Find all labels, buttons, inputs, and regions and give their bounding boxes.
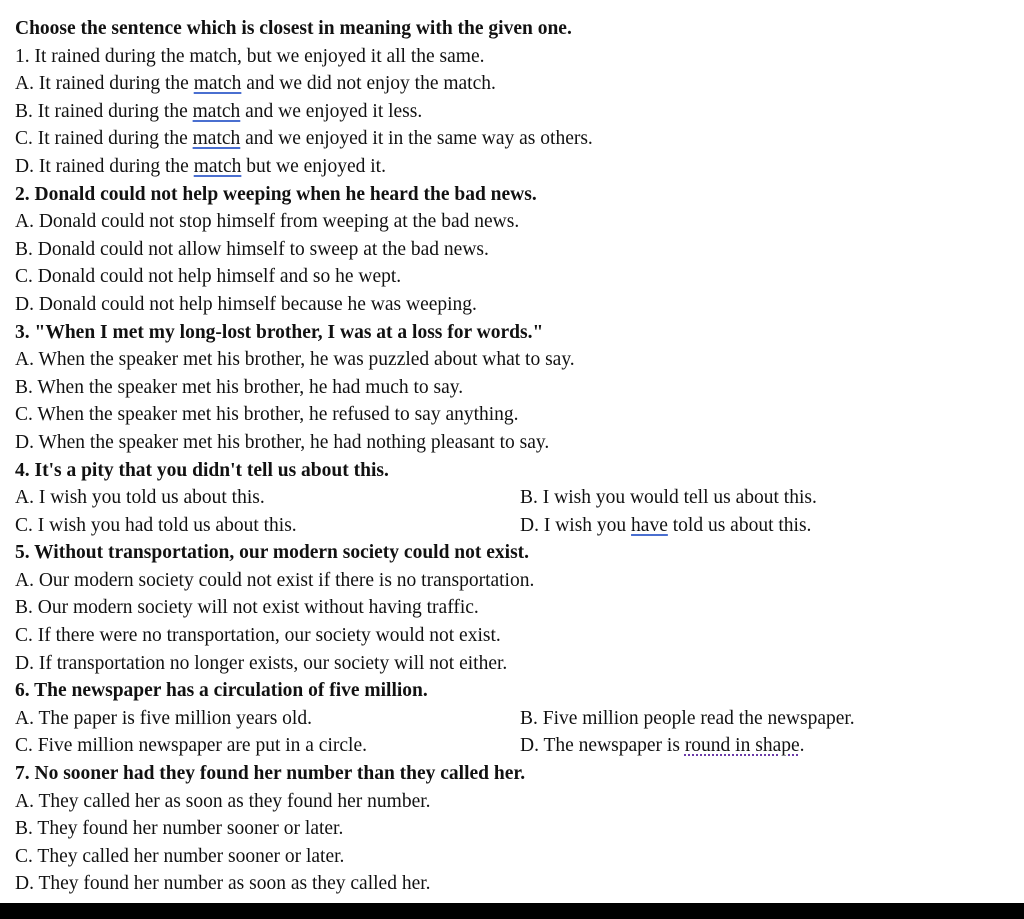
question-3-option-d: D. When the speaker met his brother, he had nothing pleasant to say.	[15, 431, 550, 453]
question-6-row-2	[15, 732, 1010, 760]
question-1-option-c: C. It rained during the match and we enjoyed it in the same way as others.	[15, 128, 593, 150]
grammar-mark: have	[631, 514, 668, 536]
bottom-bar	[0, 903, 1024, 919]
question-6-option-a: A. The paper is five million years old.	[15, 707, 312, 729]
question-7-option-d: D. They found her number as soon as they called her.	[15, 873, 431, 895]
question-7-option-a: A. They called her as soon as they found her number.	[15, 790, 431, 812]
question-7-prompt: 7. No sooner had they found her number than they called her.	[15, 763, 526, 785]
question-2-prompt: 2. Donald could not help weeping when he heard the bad news.	[15, 183, 537, 205]
question-3-option-b: B. When the speaker met his brother, he had much to say.	[15, 376, 464, 398]
grammar-mark: round in shape	[684, 735, 800, 757]
question-7-option-b: B. They found her number sooner or later.	[15, 818, 344, 840]
question-5-prompt: 5. Without transportation, our modern society could not exist.	[15, 542, 530, 564]
question-2-option-b: B. Donald could not allow himself to sweep at the bad news.	[15, 238, 489, 260]
question-5-option-b: B. Our modern society will not exist without having traffic.	[15, 597, 479, 619]
question-1-option-a: A. It rained during the match and we did not enjoy the match.	[15, 73, 496, 95]
question-6-option-b: B. Five million people read the newspaper.	[520, 707, 855, 729]
question-1-prompt: 1. It rained during the match, but we enjoyed it all the same.	[15, 45, 485, 67]
grammar-mark: match	[192, 100, 241, 122]
question-2-option-d: D. Donald could not help himself because he was weeping.	[15, 293, 477, 315]
worksheet	[15, 15, 1010, 898]
question-2-option-c: C. Donald could not help himself and so he wept.	[15, 266, 402, 288]
question-1-option-d: D. It rained during the match but we enjoyed it.	[15, 155, 386, 177]
question-4-option-c: C. I wish you had told us about this.	[15, 514, 297, 536]
instruction: Choose the sentence which is closest in meaning with the given one.	[15, 18, 572, 39]
question-3-prompt: 3. "When I met my long-lost brother, I was at a loss for words."	[15, 321, 544, 343]
grammar-mark: match	[193, 155, 242, 177]
question-1-option-b: B. It rained during the match and we enjoyed it less.	[15, 100, 423, 122]
question-4-option-d: D. I wish you have told us about this.	[520, 514, 812, 536]
grammar-mark: match	[193, 73, 242, 95]
question-5-option-d: D. If transportation no longer exists, our society will not either.	[15, 652, 508, 674]
question-4-row-2	[15, 512, 1010, 540]
question-7-option-c: C. They called her number sooner or later.	[15, 845, 345, 867]
question-6-option-c: C. Five million newspaper are put in a circle.	[15, 735, 367, 757]
grammar-mark: match	[192, 128, 241, 150]
question-6-prompt: 6. The newspaper has a circulation of five million.	[15, 680, 428, 702]
question-5-option-a: A. Our modern society could not exist if there is no transportation.	[15, 569, 535, 591]
question-4-prompt: 4. It's a pity that you didn't tell us about this.	[15, 459, 389, 481]
question-3-option-a: A. When the speaker met his brother, he was puzzled about what to say.	[15, 349, 575, 371]
question-2-option-a: A. Donald could not stop himself from weeping at the bad news.	[15, 211, 520, 233]
question-4-option-a: A. I wish you told us about this.	[15, 487, 265, 509]
question-3-option-c: C. When the speaker met his brother, he refused to say anything.	[15, 404, 519, 426]
question-6-option-d: D. The newspaper is round in shape.	[520, 735, 805, 757]
question-4-row-1	[15, 484, 1010, 512]
question-6-row-1	[15, 705, 1010, 733]
question-5-option-c: C. If there were no transportation, our society would not exist.	[15, 625, 501, 647]
question-4-option-b: B. I wish you would tell us about this.	[520, 487, 817, 509]
